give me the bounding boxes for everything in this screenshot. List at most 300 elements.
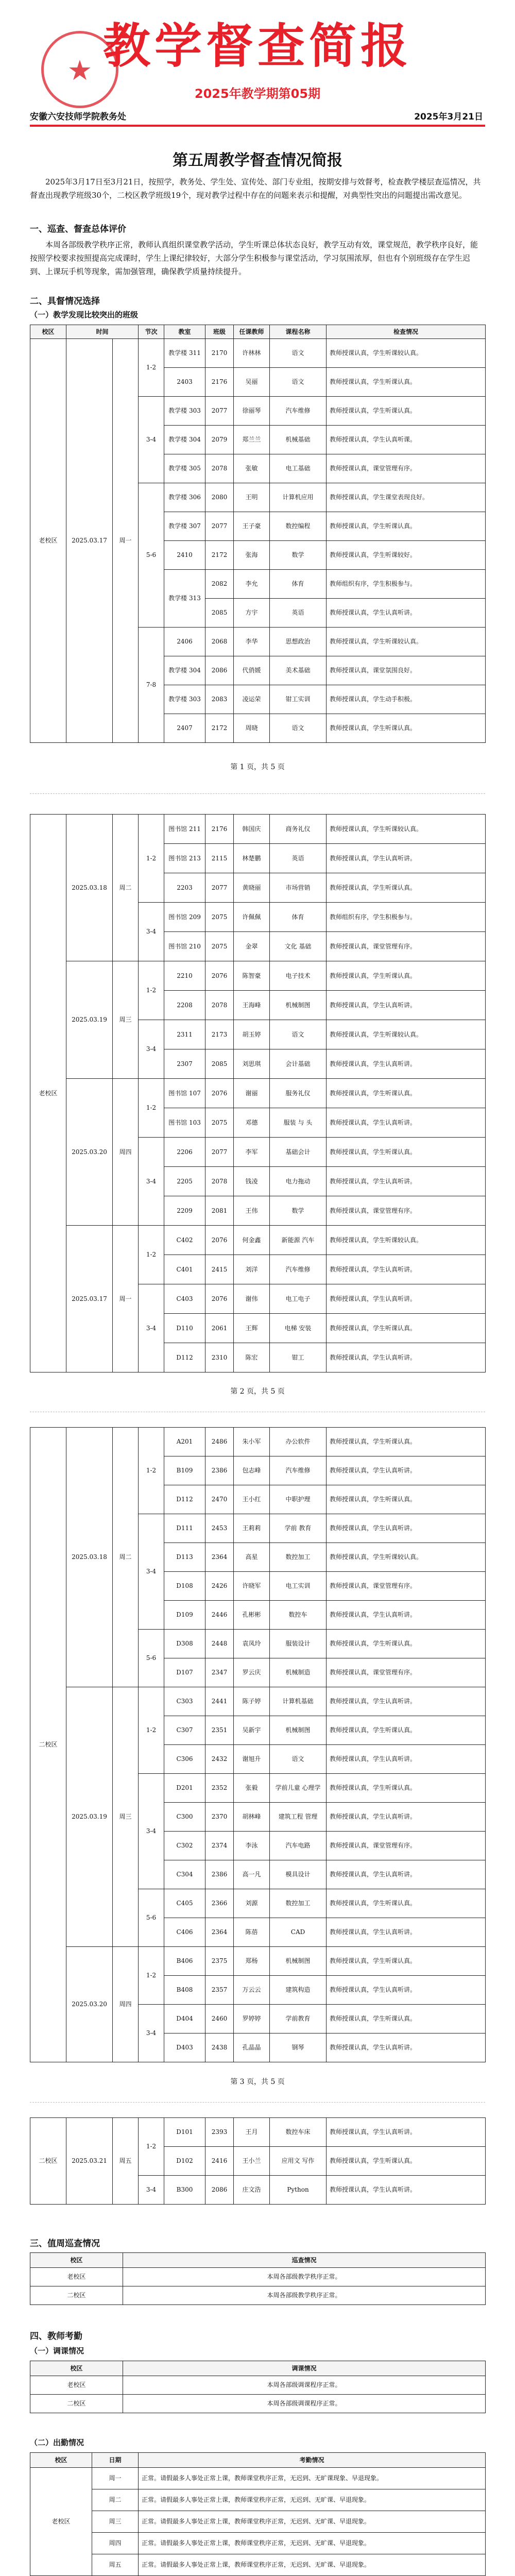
table-header-row [30, 2253, 486, 2268]
table-cell: 教师授课认真，学生认真听讲。 [327, 1167, 486, 1196]
table-cell: 正常。请假最多人事处正常上课，教师课堂秩序正常，无迟到、无旷课、早退现象。 [139, 2554, 486, 2576]
column-header: 时间 [66, 325, 139, 339]
table-cell: 教师授课认真，学生听课认真。 [327, 873, 486, 903]
page-number: 第 2 页，共 5 页 [230, 1387, 285, 1396]
section-3-heading: 三、值周巡查情况 [30, 2239, 100, 2249]
table-cell: 周三 [113, 1687, 139, 1947]
section-2-heading: 二、具督情况选择 [30, 296, 100, 307]
table-header-row [30, 2453, 486, 2468]
table-cell: 数控加工 [270, 1543, 327, 1572]
table-cell: D308 [164, 1630, 205, 1658]
table-cell: 朱小军 [234, 1428, 270, 1456]
table-cell: 教学楼 303 [164, 685, 205, 714]
table-cell: 金翠 [234, 932, 270, 961]
table-cell: 王伟 [234, 1196, 270, 1226]
table-cell: 周二 [113, 1428, 139, 1687]
column-header: 日期 [92, 2453, 139, 2468]
table-cell: 3-4 [139, 2005, 164, 2062]
table-cell: 2172 [205, 714, 234, 743]
table-cell: 汽车维修 [270, 1456, 327, 1485]
table-row [30, 2554, 486, 2576]
table-cell: 教师授课认真，学生听课认真。 [327, 2147, 486, 2176]
table-cell: 电梯 安装 [270, 1314, 327, 1343]
table-cell: D109 [164, 1601, 205, 1630]
table-cell: 2170 [205, 339, 234, 368]
table-cell: 周三 [92, 2511, 139, 2533]
table-cell: 2076 [205, 1079, 234, 1108]
table-cell: 计算机应用 [270, 483, 327, 512]
table-cell: 数控车 [270, 1601, 327, 1630]
column-header: 教室 [164, 325, 205, 339]
table-cell: 刘洋 [234, 1255, 270, 1284]
table-cell: 正常。请假最多人事处正常上课，教师课堂秩序正常，无迟到、无旷课、早退现象。 [139, 2511, 486, 2533]
table-cell: 2061 [205, 1314, 234, 1343]
column-header: 班级 [205, 325, 234, 339]
table-cell: 教师授课认真，学生认真听讲。 [327, 1803, 486, 1832]
table-cell: 林楚鹏 [234, 844, 270, 873]
table-cell: 李军 [234, 1138, 270, 1167]
table-cell: 老校区 [30, 2268, 123, 2286]
star-icon: ★ [67, 54, 93, 87]
table-cell: 许林林 [234, 339, 270, 368]
bulletin-title: 教学督查简报 [102, 19, 412, 74]
table-cell: 谢伟 [234, 1284, 270, 1314]
table-cell: 2025.03.17 [66, 1226, 113, 1372]
table-cell: 正常。请假最多人事处正常上课，教师课堂秩序正常，无迟到、无旷课、早退现象。 [139, 2533, 486, 2554]
section-4-heading: 四、教师考勤 [30, 2331, 82, 2342]
table-cell: 2077 [205, 512, 234, 541]
table-cell: 万云云 [234, 1976, 270, 2005]
table-cell: 教师授课认真，学生听课认真。 [327, 397, 486, 426]
table-cell: 3-4 [139, 397, 164, 483]
table-cell: 本周各部级教学秩序正常。 [123, 2286, 486, 2305]
table-cell: 包志峰 [234, 1456, 270, 1485]
table-cell: B408 [164, 1976, 205, 2005]
table-cell: C300 [164, 1803, 205, 1832]
table-cell: 教师授课认真，学生认真听讲。 [327, 1456, 486, 1485]
table-cell: 2076 [205, 961, 234, 991]
table-cell: 学前 教育 [270, 1514, 327, 1543]
table-cell: 本周各部级调课程序正常。 [123, 2395, 486, 2413]
table-cell: 2078 [205, 991, 234, 1020]
table-cell: 2210 [164, 961, 205, 991]
page-break [30, 793, 485, 794]
table-cell: 2470 [205, 1485, 234, 1514]
table-cell: 服装设计 [270, 1630, 327, 1658]
table-cell: 王莉莉 [234, 1514, 270, 1543]
table-cell: 高星 [234, 1543, 270, 1572]
table-cell: 2076 [205, 1284, 234, 1314]
inspection-table-page3 [30, 1427, 486, 2062]
table-cell: C406 [164, 1918, 205, 1947]
table-cell: 数学 [270, 1196, 327, 1226]
table-row [30, 2118, 486, 2147]
table-cell: 3-4 [139, 1020, 164, 1079]
column-header: 校区 [30, 2453, 92, 2468]
table-cell: 教师授课认真，学生听课认真。 [327, 1485, 486, 1514]
table-row [30, 2511, 486, 2533]
table-cell: 2077 [205, 397, 234, 426]
table-cell: 电工电子 [270, 1284, 327, 1314]
table-row [30, 1079, 486, 1108]
table-cell: 教师授课认真，学生认真听讲。 [327, 1860, 486, 1889]
table-cell: 二校区 [30, 2118, 66, 2205]
table-cell: 2025.03.21 [66, 2118, 113, 2205]
table-cell: 2375 [205, 1947, 234, 1976]
intro-paragraph: 2025年3月17日至3月21日，按照学，教务处、学生处、宣传处、部门专业组，按期安排与效督考，检查教学楼层查巡情况，共督查出现教学班级30个，二校区教学班级19个，现对教学过程中存在的问题来表示和提醒，对典型性突出的问题提出需改意见。 [30, 177, 481, 200]
table-cell: 吴丽 [234, 368, 270, 397]
table-cell: 陈蓓 [234, 1918, 270, 1947]
table-cell: 基础会计 [270, 1138, 327, 1167]
table-cell: 教师授课认真，学生听课较认真。 [327, 815, 486, 844]
table-cell: 思想政治 [270, 628, 327, 656]
table-cell: 教师授课认真，学生认真听讲。 [327, 1049, 486, 1079]
table-cell: 钳工 [270, 1343, 327, 1372]
table-cell: C303 [164, 1687, 205, 1716]
table-cell: CAD [270, 1918, 327, 1947]
table-cell: 罗云庆 [234, 1658, 270, 1687]
table-cell: 电工实训 [270, 1572, 327, 1601]
table-cell: 周四 [113, 1079, 139, 1226]
table-cell: 2364 [205, 1543, 234, 1572]
table-cell: 2347 [205, 1658, 234, 1687]
table-cell: 3-4 [139, 2176, 164, 2205]
table-cell: 3-4 [139, 1774, 164, 1889]
table-cell: 教师授课认真，学生听课较认真。 [327, 1543, 486, 1572]
table-cell: 计算机基础 [270, 1687, 327, 1716]
table-cell: 正常。请假最多人事处正常上课，教师课堂秩序正常，无迟到、无旷课、早退现象。 [139, 2489, 486, 2511]
table-cell: 教师授课认真，学生认真听讲。 [327, 1255, 486, 1284]
table-cell: 教师授课认真，学生听课较认真。 [327, 1226, 486, 1255]
table-cell: 教师授课认真，学生听课认真。 [327, 961, 486, 991]
table-cell: B300 [164, 2176, 205, 2205]
table-cell: 张海 [234, 541, 270, 570]
table-cell: 2081 [205, 1196, 234, 1226]
attendance-table [30, 2452, 486, 2576]
table-cell: 会计基础 [270, 1049, 327, 1079]
table-cell: 教学楼 311 [164, 339, 205, 368]
table-cell: 机械制图 [270, 991, 327, 1020]
table-cell: 语文 [270, 1745, 327, 1774]
table-cell: 教师授课认真，学生听课认真。 [327, 714, 486, 743]
table-cell: D111 [164, 1514, 205, 1543]
table-cell: 教师授课认真，学生认真听讲。 [327, 1601, 486, 1630]
table-cell: 王子豪 [234, 512, 270, 541]
table-cell: 2357 [205, 1976, 234, 2005]
table-cell: 3-4 [139, 1284, 164, 1372]
table-cell: 何金鑫 [234, 1226, 270, 1255]
table-cell: 张毅 [234, 1774, 270, 1803]
table-cell: 教师授课认真，学生课堂表现良好。 [327, 483, 486, 512]
table-cell: 机械制图 [270, 1716, 327, 1745]
table-cell: 王海峰 [234, 991, 270, 1020]
issue-date: 2025年3月21日 [414, 112, 483, 122]
table-cell: 教师授课认真，学生听课认真。 [327, 1774, 486, 1803]
document-title: 第五周教学督查情况简报 [173, 151, 342, 170]
table-cell: 教师授课认真，课堂管理有序。 [327, 1196, 486, 1226]
table-cell: 教师授课认真，学生听课认真。 [327, 1138, 486, 1167]
table-cell: 韩国庆 [234, 815, 270, 844]
table-cell: 教学楼 305 [164, 454, 205, 483]
table-cell: 2209 [164, 1196, 205, 1226]
table-cell: 李允 [234, 570, 270, 599]
table-cell: 教师授课认真，学生动手积极。 [327, 685, 486, 714]
table-cell: 3-4 [139, 1514, 164, 1630]
table-cell: 体育 [270, 903, 327, 932]
table-cell: 体育 [270, 570, 327, 599]
table-cell: 新能源 汽车 [270, 1226, 327, 1255]
table-cell: 2082 [205, 570, 234, 599]
table-cell: 2310 [205, 1343, 234, 1372]
table-row [30, 961, 486, 991]
table-cell: 2079 [205, 426, 234, 454]
table-cell: 2208 [164, 991, 205, 1020]
table-cell: 郑兰兰 [234, 426, 270, 454]
table-cell: 高一凡 [234, 1860, 270, 1889]
table-cell: D108 [164, 1572, 205, 1601]
table-cell: 许佩佩 [234, 903, 270, 932]
table-cell: C306 [164, 1745, 205, 1774]
table-cell: 教师授课认真，课堂氛围良好。 [327, 656, 486, 685]
table-cell: C302 [164, 1832, 205, 1860]
table-cell: 2206 [164, 1138, 205, 1167]
table-cell: C405 [164, 1889, 205, 1918]
table-cell: 语文 [270, 1020, 327, 1049]
table-cell: 教师授课认真，学生听课认真。 [327, 1889, 486, 1918]
table-cell: 2203 [164, 873, 205, 903]
header-divider [30, 125, 485, 127]
table-cell: 周晓 [234, 714, 270, 743]
issuing-org: 安徽六安技师学院教务处 [30, 112, 126, 122]
table-cell: 王月 [234, 2118, 270, 2147]
table-cell: 教师授课认真，学生听课认真。 [327, 512, 486, 541]
table-cell: C304 [164, 1860, 205, 1889]
table-cell: A201 [164, 1428, 205, 1456]
section-1-heading: 一、巡查、督查总体评价 [30, 224, 126, 234]
table-cell: D201 [164, 1774, 205, 1803]
class-change-table [30, 2361, 486, 2413]
inspection-table-page1 [30, 325, 486, 743]
table-cell: 教师授课认真，学生认真听讲。 [327, 1976, 486, 2005]
table-cell: 数控编程 [270, 512, 327, 541]
table-cell: 2441 [205, 1687, 234, 1716]
table-cell: 2025.03.19 [66, 1687, 113, 1947]
table-cell: 数控加工 [270, 1889, 327, 1918]
table-cell: 老校区 [30, 2468, 92, 2576]
table-cell: 学前儿童 心理学 [270, 1774, 327, 1803]
table-cell: 教师授课认真，学生认真听课。 [327, 426, 486, 454]
table-cell: 2086 [205, 656, 234, 685]
table-cell: 谢旭升 [234, 1745, 270, 1774]
table-cell: 胡玉婷 [234, 1020, 270, 1049]
table-cell: 汽车维修 [270, 1255, 327, 1284]
table-cell: 应用文 写作 [270, 2147, 327, 2176]
table-cell: 教学楼 307 [164, 512, 205, 541]
table-cell: 周二 [113, 815, 139, 961]
table-cell: 2351 [205, 1716, 234, 1745]
table-cell: 教师授课认真，课堂管理有序。 [327, 932, 486, 961]
table-cell: D112 [164, 1343, 205, 1372]
table-cell: C403 [164, 1284, 205, 1314]
table-cell: 教师授课认真，学生认真听讲。 [327, 2033, 486, 2062]
patrol-table [30, 2252, 486, 2305]
table-cell: 2025.03.18 [66, 1428, 113, 1687]
table-cell: 商务礼仪 [270, 815, 327, 844]
table-cell: 陈智豪 [234, 961, 270, 991]
table-cell: 教师授课认真，课堂管理有序。 [327, 1572, 486, 1601]
table-cell: 机械基础 [270, 426, 327, 454]
table-cell: 王明 [234, 483, 270, 512]
table-cell: 数控车床 [270, 2118, 327, 2147]
table-cell: 语文 [270, 714, 327, 743]
table-cell: 2460 [205, 2005, 234, 2033]
table-cell: 2370 [205, 1803, 234, 1832]
table-cell: 2025.03.19 [66, 961, 113, 1079]
table-cell: 服装 与 头 [270, 1108, 327, 1138]
table-cell: 教师授课认真，学生听课认真。 [327, 1428, 486, 1456]
table-cell: 教师授课认真，学生认真听讲。 [327, 1514, 486, 1543]
table-cell: 二校区 [30, 2395, 123, 2413]
table-row [30, 1687, 486, 1716]
table-cell: 陈宏 [234, 1343, 270, 1372]
table-cell: 教师授课认真，学生听课认真。 [327, 1716, 486, 1745]
table-cell: 教师授课认真，学生听课较认真。 [327, 339, 486, 368]
table-cell: 2416 [205, 2147, 234, 2176]
table-cell: 2448 [205, 1630, 234, 1658]
table-row [30, 815, 486, 844]
table-cell: 周五 [113, 2118, 139, 2205]
table-header-row [30, 325, 486, 339]
table-cell: 周一 [92, 2468, 139, 2489]
table-cell: 教师授课认真，学生听课认真。 [327, 368, 486, 397]
inspection-table-page4 [30, 2117, 486, 2205]
table-cell: 教师授课认真，课堂管理有序。 [327, 1658, 486, 1687]
page-number: 第 1 页，共 5 页 [230, 763, 285, 771]
table-cell: 教师授课认真，学生听课认真。 [327, 1630, 486, 1658]
table-cell: 周三 [113, 961, 139, 1079]
table-cell: 2307 [164, 1049, 205, 1079]
table-cell: 汽车电路 [270, 1832, 327, 1860]
table-cell: D107 [164, 1658, 205, 1687]
table-cell: 钱凌 [234, 1167, 270, 1196]
table-cell: 2406 [164, 628, 205, 656]
column-header: 调课情况 [123, 2361, 486, 2376]
column-header: 任课教师 [234, 325, 270, 339]
column-header: 考勤情况 [139, 2453, 486, 2468]
table-cell: 李泳 [234, 1832, 270, 1860]
table-cell: 许晓军 [234, 1572, 270, 1601]
table-cell: 1-2 [139, 961, 164, 1020]
table-cell: 1-2 [139, 2118, 164, 2176]
table-row [30, 2286, 486, 2305]
table-cell: 2403 [164, 368, 205, 397]
table-cell: D102 [164, 2147, 205, 2176]
table-cell: 英语 [270, 599, 327, 628]
table-cell: B109 [164, 1456, 205, 1485]
table-cell: 罗婷婷 [234, 2005, 270, 2033]
table-cell: 教师授课认真，学生听课认真。 [327, 1947, 486, 1976]
table-cell: D113 [164, 1543, 205, 1572]
table-cell: 2080 [205, 483, 234, 512]
table-cell: Python [270, 2176, 327, 2205]
table-cell: 教师授课认真，学生听课认真。 [327, 1079, 486, 1108]
table-cell: 周四 [92, 2533, 139, 2554]
table-cell: 1-2 [139, 1428, 164, 1514]
table-row [30, 2395, 486, 2413]
table-cell: 2386 [205, 1860, 234, 1889]
table-cell: 教学楼 304 [164, 426, 205, 454]
table-cell: 袁凤玲 [234, 1630, 270, 1658]
table-cell: 1-2 [139, 1079, 164, 1138]
page-number: 第 3 页，共 5 页 [230, 2078, 285, 2086]
table-cell: 教学楼 303 [164, 397, 205, 426]
table-cell: 老校区 [30, 2376, 123, 2395]
table-row [30, 2468, 486, 2489]
table-cell: 教师授课认真，学生认真听讲。 [327, 1687, 486, 1716]
column-header: 检查情况 [327, 325, 486, 339]
table-cell: 2176 [205, 368, 234, 397]
table-cell: 教师授课认真，学生听课较好。 [327, 541, 486, 570]
table-cell: 2432 [205, 1745, 234, 1774]
column-header: 校区 [30, 2253, 123, 2268]
table-cell: 2446 [205, 1601, 234, 1630]
table-cell: 2311 [164, 1020, 205, 1049]
issue-number: 2025年教学期第05期 [194, 87, 321, 101]
table-cell: 2068 [205, 628, 234, 656]
table-cell: 1-2 [139, 339, 164, 397]
table-cell: 1-2 [139, 1947, 164, 2005]
table-cell: 吴新宇 [234, 1716, 270, 1745]
table-cell: 2075 [205, 1108, 234, 1138]
table-cell: 3-4 [139, 1138, 164, 1226]
column-header: 巡查情况 [123, 2253, 486, 2268]
table-cell: 本周各部级教学秩序正常。 [123, 2268, 486, 2286]
table-cell: 二校区 [30, 1428, 66, 2062]
table-cell: 2025.03.20 [66, 1079, 113, 1226]
table-cell: 电力拖动 [270, 1167, 327, 1196]
table-cell: 2078 [205, 1167, 234, 1196]
table-cell: 2085 [205, 1049, 234, 1079]
table-cell: C402 [164, 1226, 205, 1255]
table-cell: 2077 [205, 1138, 234, 1167]
table-cell: D101 [164, 2118, 205, 2147]
table-cell: 2075 [205, 903, 234, 932]
table-cell: C401 [164, 1255, 205, 1284]
table-cell: 周一 [113, 339, 139, 743]
table-cell: 2410 [164, 541, 205, 570]
inspection-table-page2 [30, 814, 486, 1372]
table-cell: 邓德 [234, 1108, 270, 1138]
column-header: 校区 [30, 2361, 123, 2376]
table-cell: 2025.03.20 [66, 1947, 113, 2062]
table-cell: 教师组织有序，学生积极参与。 [327, 570, 486, 599]
table-cell: 老校区 [30, 815, 66, 1372]
table-cell: 2415 [205, 1255, 234, 1284]
table-cell: 黄晓丽 [234, 873, 270, 903]
table-cell: 图书馆 209 [164, 903, 205, 932]
table-cell: 胡林峰 [234, 1803, 270, 1832]
table-cell: 数学 [270, 541, 327, 570]
column-header: 校区 [30, 325, 66, 339]
table-cell: 王辉 [234, 1314, 270, 1343]
table-cell: 2386 [205, 1456, 234, 1485]
table-cell: B406 [164, 1947, 205, 1976]
table-cell: 本周各部级调课程序正常。 [123, 2376, 486, 2395]
table-cell: 图书馆 107 [164, 1079, 205, 1108]
table-cell: 庄文浩 [234, 2176, 270, 2205]
table-cell: 刘源 [234, 1889, 270, 1918]
table-cell: 语文 [270, 368, 327, 397]
